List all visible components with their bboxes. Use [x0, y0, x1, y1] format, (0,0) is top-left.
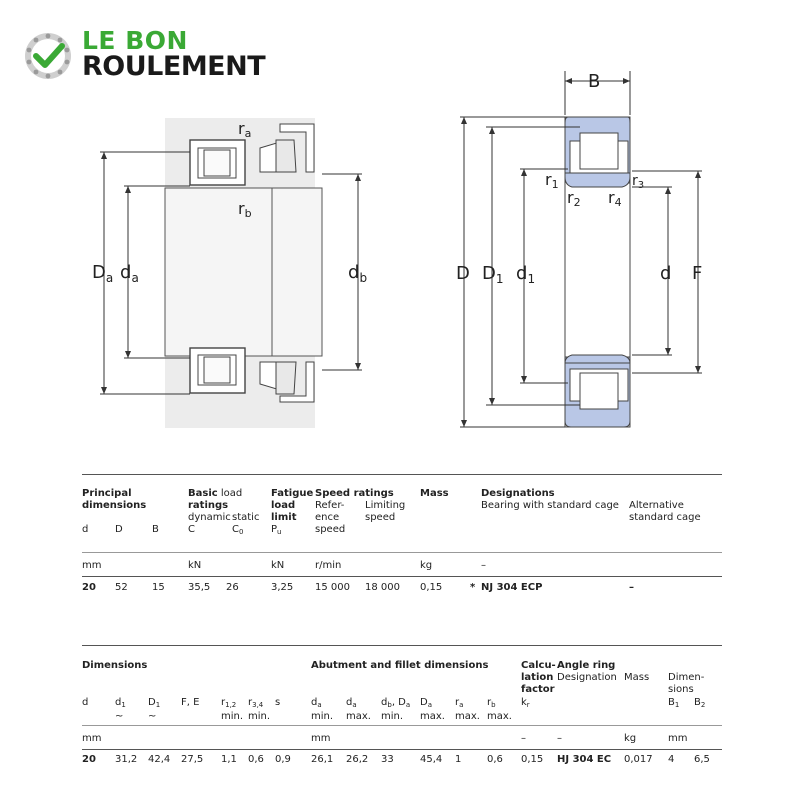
- table2-unit-rule: [82, 725, 722, 726]
- label-r4: r4: [608, 188, 622, 209]
- sym2-r34: $r_{3,4}$ min.: [248, 697, 271, 722]
- h-dimensions: Dimensions: [82, 660, 148, 671]
- unit-kN2: kN: [271, 560, 285, 571]
- cell-C: 35,5: [188, 582, 211, 593]
- cell-D: 52: [115, 582, 128, 593]
- unit-kg: kg: [420, 560, 433, 571]
- unit2-mm: mm: [82, 733, 102, 744]
- table1-unit-rule: [82, 552, 722, 553]
- table2-row-rule: [82, 749, 722, 750]
- logo: [22, 26, 302, 86]
- h-static: static: [232, 512, 260, 523]
- cell-mass: 0,15: [420, 582, 443, 593]
- sym2-s: s: [275, 697, 281, 708]
- cell2-s: 0,9: [275, 754, 291, 765]
- label-F: F: [692, 263, 703, 284]
- cell-ref-speed: 15 000: [315, 582, 350, 593]
- label-B: B: [588, 71, 601, 92]
- sym2-rb: $r_b$ max.: [487, 697, 512, 722]
- h-angle-ring: Angle ring: [557, 660, 616, 671]
- sym-B: B: [152, 524, 159, 535]
- cell-C0: 26: [226, 582, 239, 593]
- h-dynamic: dynamic: [188, 512, 231, 523]
- table2-top-rule: [82, 645, 722, 646]
- sym2-ra: $r_a$ max.: [455, 697, 480, 722]
- table1-row-rule: [82, 576, 722, 577]
- label-r3: $r_3$: [632, 173, 645, 191]
- h-reference: Refer-ence speed: [315, 500, 346, 535]
- bearing-section-diagram: [450, 65, 730, 435]
- sym2-r12: $r_{1,2}$ min.: [221, 697, 244, 722]
- cell2-r34: 0,6: [248, 754, 264, 765]
- sym2-B2: $B_2$: [694, 697, 706, 709]
- sym2-Da: $D_a$ max.: [420, 697, 445, 722]
- sym-Pu: $P_u$: [271, 524, 282, 536]
- label-Da: $D_a$: [92, 262, 114, 285]
- label-ra: ra: [238, 119, 252, 140]
- unit-dash: –: [481, 560, 486, 571]
- table1-top-rule: [82, 474, 722, 475]
- h-fatigue: Fatigue load limit: [271, 488, 314, 523]
- cell-Pu: 3,25: [271, 582, 294, 593]
- label-da: $d_a$: [120, 262, 139, 285]
- label-d: d: [660, 263, 672, 284]
- sym2-D1: $D_1$ ~: [148, 697, 161, 722]
- h-basic-line: Basic load: [188, 488, 243, 499]
- mounting-diagram: [80, 110, 460, 440]
- unit2-dash2: –: [557, 733, 562, 744]
- label-r1: r1: [545, 170, 559, 191]
- cell2-d: 20: [82, 754, 96, 765]
- sym2-d: d: [82, 697, 89, 708]
- label-r2: r2: [567, 188, 581, 209]
- h-alternative: Alternative standard cage: [629, 500, 701, 523]
- cell-d: 20: [82, 582, 96, 593]
- unit2-dash1: –: [521, 733, 526, 744]
- bearing-check-logo-icon: [22, 30, 74, 82]
- h-abutment: Abutment and fillet dimensions: [311, 660, 489, 671]
- h-principal: Principal dimensions: [82, 488, 147, 511]
- logo-line2: ROULEMENT: [82, 51, 266, 82]
- cell2-d1: 31,2: [115, 754, 138, 765]
- h-speed: Speed ratings: [315, 488, 394, 499]
- unit2-mm2: mm: [311, 733, 331, 744]
- cell2-mass: 0,017: [624, 754, 653, 765]
- cell-lim-speed: 18 000: [365, 582, 400, 593]
- sym2-d1: $d_1$ ~: [115, 697, 126, 722]
- sym2-kr: $k_r$: [521, 697, 530, 709]
- cell2-dbDa: 33: [381, 754, 394, 765]
- unit-kN: kN: [188, 560, 202, 571]
- cell2-B2: 6,5: [694, 754, 710, 765]
- cell2-FE: 27,5: [181, 754, 204, 765]
- sym-C: C: [188, 524, 195, 535]
- h-dimens: Dimen-sions: [668, 672, 705, 695]
- label-D1: $D_1$: [482, 263, 504, 286]
- h-calc-factor: Calcu-lation factor: [521, 660, 556, 695]
- label-D: D: [456, 263, 470, 284]
- h-bearing: Bearing with standard cage: [481, 500, 619, 511]
- unit2-mm3: mm: [668, 733, 688, 744]
- cell2-Da: 45,4: [420, 754, 443, 765]
- unit2-kg: kg: [624, 733, 637, 744]
- cell-B: 15: [152, 582, 165, 593]
- cell-alternative: –: [629, 582, 634, 593]
- h-designation: Designation: [557, 672, 617, 683]
- unit-rmin: r/min: [315, 560, 342, 571]
- sym2-FE: F, E: [181, 697, 200, 708]
- sym2-dbDa: $d_b$, $D_a$ min.: [381, 697, 411, 722]
- cell2-B1: 4: [668, 754, 675, 765]
- h-mass: Mass: [420, 488, 449, 499]
- cell2-designation: HJ 304 EC: [557, 754, 612, 765]
- sym2-da-max: $d_a$ max.: [346, 697, 371, 722]
- h-limiting: Limiting speed: [365, 500, 406, 523]
- sym2-B1: $B_1$: [668, 697, 680, 709]
- sym-D: D: [115, 524, 123, 535]
- cell2-da-max: 26,2: [346, 754, 369, 765]
- cell2-kr: 0,15: [521, 754, 544, 765]
- sym2-da-min: $d_a$ min.: [311, 697, 334, 722]
- label-db: $d_b$: [348, 262, 368, 285]
- sym-d: d: [82, 524, 89, 535]
- label-rb: rb: [238, 199, 252, 220]
- cell-star: *: [470, 582, 476, 593]
- logo-line1: LE BON: [82, 26, 188, 55]
- label-d1: $d_1$: [516, 263, 536, 286]
- unit-mm: mm: [82, 560, 102, 571]
- cell-designation: NJ 304 ECP: [481, 582, 543, 593]
- cell2-D1: 42,4: [148, 754, 171, 765]
- cell2-r12: 1,1: [221, 754, 237, 765]
- cell2-ra: 1: [455, 754, 462, 765]
- cell2-da-min: 26,1: [311, 754, 334, 765]
- h-designations: Designations: [481, 488, 555, 499]
- h-ratings: ratings: [188, 500, 229, 511]
- h-mass2: Mass: [624, 672, 650, 683]
- sym-C0: $C_0$: [232, 524, 244, 536]
- cell2-rb: 0,6: [487, 754, 503, 765]
